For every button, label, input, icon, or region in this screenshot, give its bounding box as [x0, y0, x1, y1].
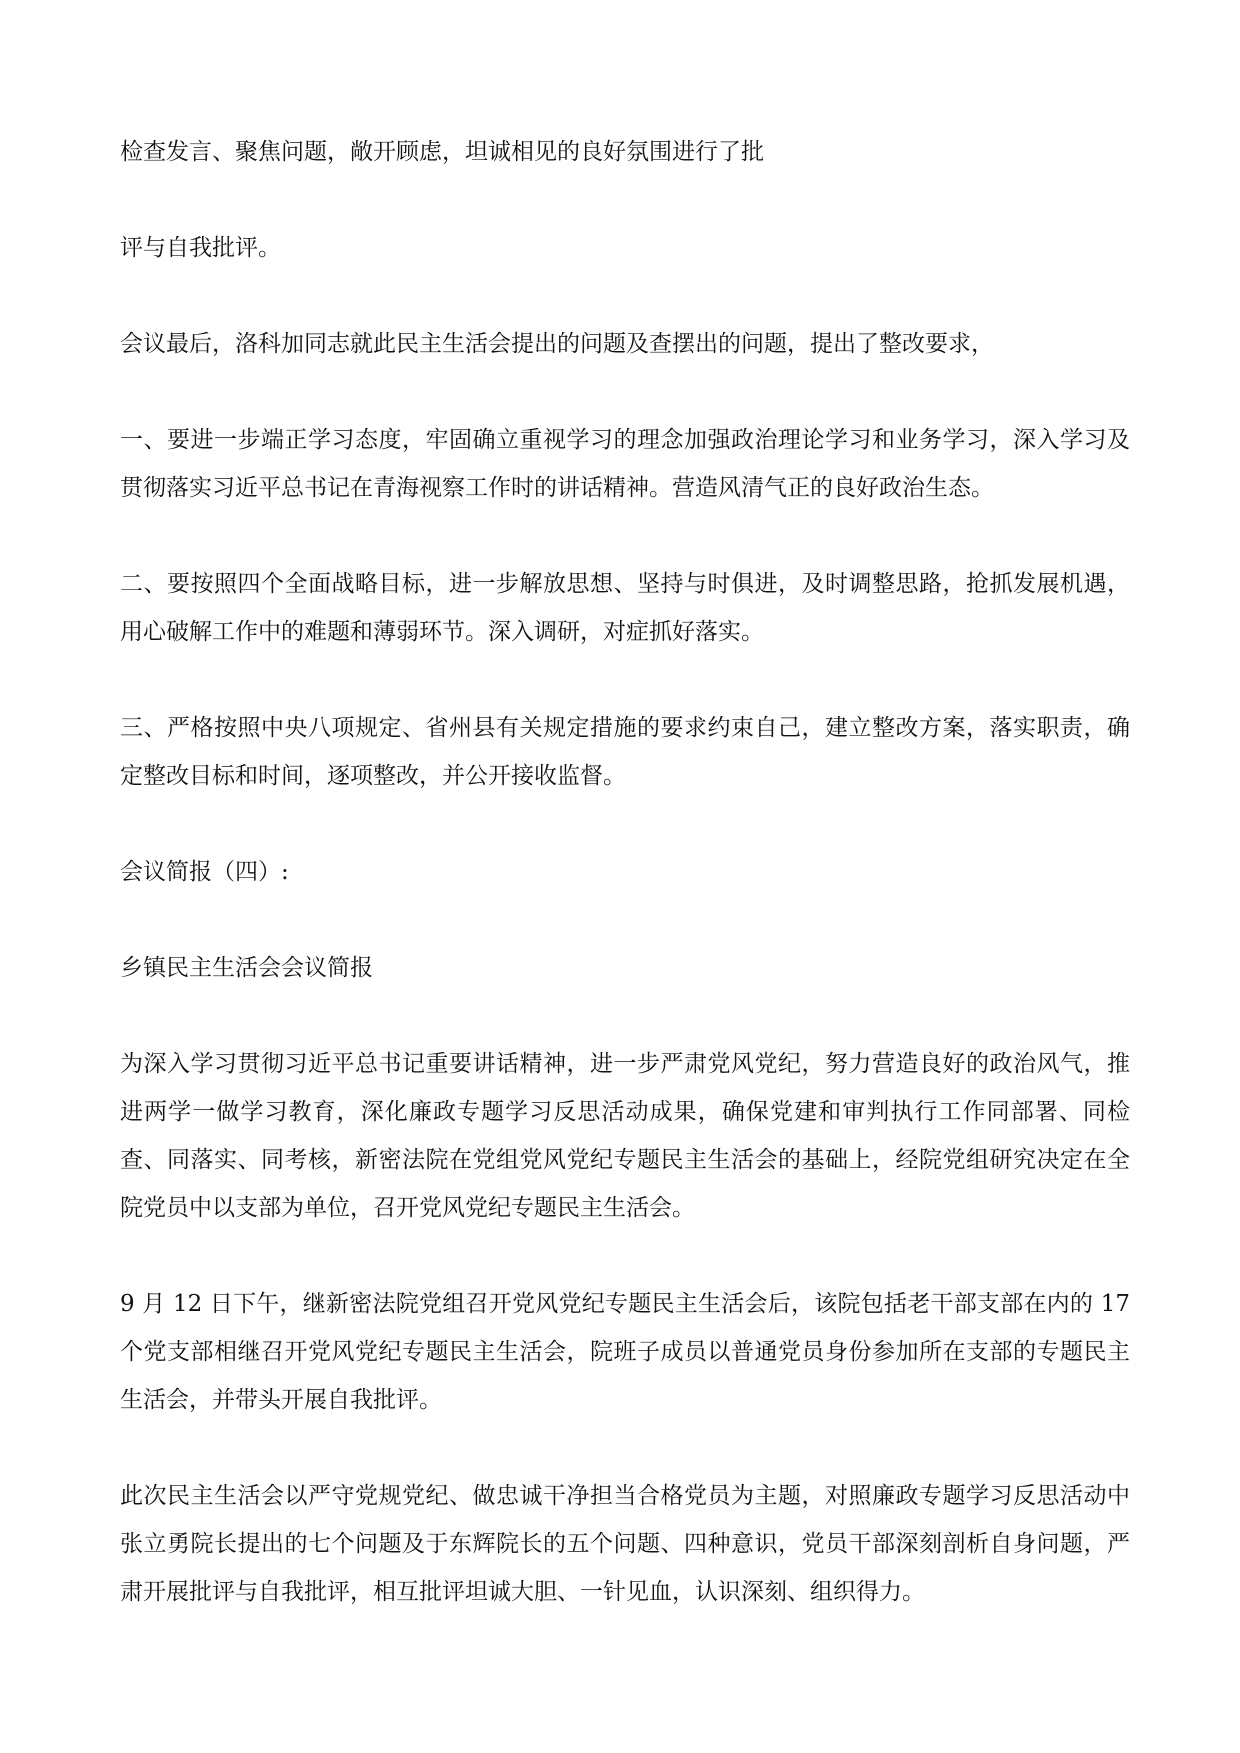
paragraph-2: 评与自我批评。 [120, 235, 281, 261]
paragraph-5: 二、要按照四个全面战略目标，进一步解放思想、坚持与时俱进，及时调整思路，抢抓发展机遇，用心破解工作中的难题和薄弱环节。深入调研，对症抓好落实。 [120, 571, 1130, 645]
paragraph-4: 一、要进一步端正学习态度，牢固确立重视学习的理念加强政治理论学习和业务学习，深入学习及贯彻落实习近平总书记在青海视察工作时的讲话精神。营造风清气正的良好政治生态。 [120, 427, 1130, 501]
paragraph-11: 此次民主生活会以严守党规党纪、做忠诚干净担当合格党员为主题，对照廉政专题学习反思活动中张立勇院长提出的七个问题及于东辉院长的五个问题、四种意识，党员干部深刻剖析自身问题，严肃开展批评与自我批评，相互批评坦诚大胆、一针见血，认识深刻、组织得力。 [120, 1483, 1130, 1605]
paragraph-9: 为深入学习贯彻习近平总书记重要讲话精神，进一步严肃党风党纪，努力营造良好的政治风气，推进两学一做学习教育，深化廉政专题学习反思活动成果，确保党建和审判执行工作同部署、同检查、同落实、同考核，新密法院在党组党风党纪专题民主生活会的基础上，经院党组研究决定在全院党员中以支部为单位，召开党风党纪专题民主生活会。 [120, 1051, 1130, 1221]
paragraph-10: 9 月 12 日下午，继新密法院党组召开党风党纪专题民主生活会后，该院包括老干部支部在内的 17 个党支部相继召开党风党纪专题民主生活会，院班子成员以普通党员身份参加所在支部的专题民主生活会，并带头开展自我批评。 [120, 1291, 1130, 1413]
paragraph-1: 检查发言、聚焦问题，敞开顾虑，坦诚相见的良好氛围进行了批 [120, 139, 764, 165]
paragraph-3: 会议最后，洛科加同志就此民主生活会提出的问题及查摆出的问题，提出了整改要求， [120, 331, 994, 357]
section-title: 乡镇民主生活会会议简报 [120, 955, 373, 981]
section-heading: 会议简报（四）: [120, 859, 289, 885]
paragraph-6: 三、严格按照中央八项规定、省州县有关规定措施的要求约束自己，建立整改方案，落实职责，确定整改目标和时间，逐项整改，并公开接收监督。 [120, 715, 1130, 789]
document-body [120, 128, 1130, 1616]
